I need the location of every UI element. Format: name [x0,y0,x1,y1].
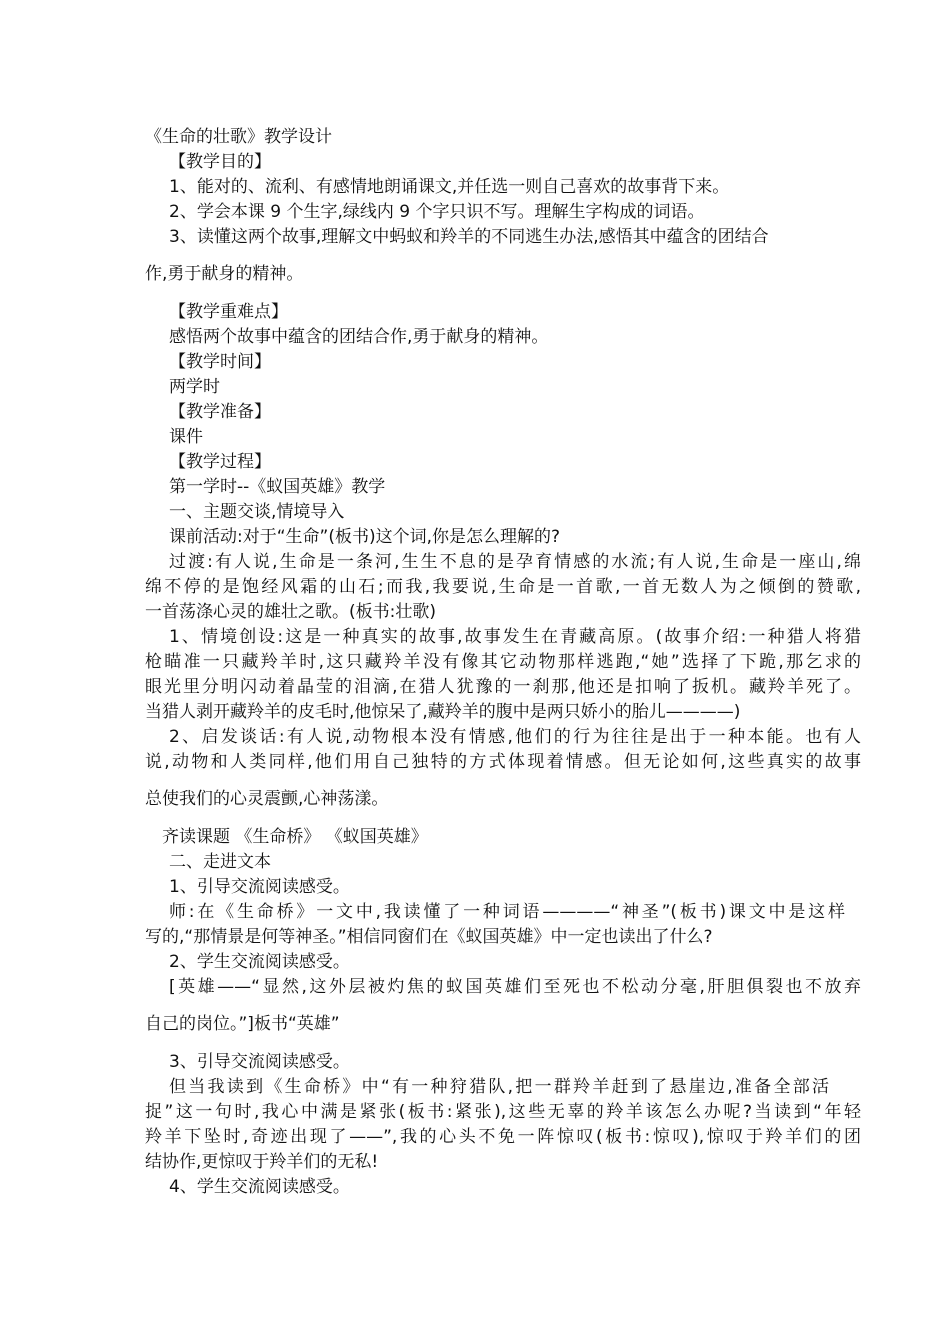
goal-item-2: 2、学会本课 9 个生字,绿线内 9 个字只识不写。理解生字构成的词语。 [169,202,705,222]
doc-title: 《生命的壮歌》教学设计 [145,127,332,147]
lesson-1-heading: 第一学时--《蚁国英雄》教学 [169,477,386,497]
read-title: 齐读课题 《生命桥》 《蚁国英雄》 [162,827,428,847]
goals-heading: 【教学目的】 [169,152,271,172]
key-text: 感悟两个故事中蕴含的团结合作,勇于献身的精神。 [169,327,549,347]
scenario-line-3: 眼光里分明闪动着晶莹的泪滴,在猎人犹豫的一刹那,他还是扣响了扳机。藏羚羊死了。 [145,677,861,697]
goal-item-1: 1、能对的、流利、有感情地朗诵课文,并任选一则自己喜欢的故事背下来。 [169,177,730,197]
guide-1: 1、引导交流阅读感受。 [169,877,350,897]
transition-line-1: 过渡:有人说,生命是一条河,生生不息的是孕育情感的水流;有人说,生命是一座山,绵 [169,552,861,572]
hero-line-2: 自己的岗位。”]板书“英雄” [145,1014,340,1034]
goal-item-3-line2: 作,勇于献身的精神。 [145,264,304,284]
guide-3: 3、引导交流阅读感受。 [169,1052,350,1072]
process-heading: 【教学过程】 [169,452,271,472]
time-text: 两学时 [169,377,220,397]
key-heading: 【教学重难点】 [169,302,288,322]
talk-line-1: 2、启发谈话:有人说,动物根本没有情感,他们的行为往往是出于一种本能。也有人 [169,727,861,747]
prep-text: 课件 [169,427,203,447]
section-2-heading: 二、走进文本 [169,852,271,872]
para3-line-2: 捉”这一句时,我心中满是紧张(板书:紧张),这些无辜的羚羊该怎么办呢?当读到“年轻 [145,1102,861,1122]
scenario-line-4: 当猎人剥开藏羚羊的皮毛时,他惊呆了,藏羚羊的腹中是两只娇小的胎儿————) [145,702,741,722]
goal-item-3-line1: 3、读懂这两个故事,理解文中蚂蚁和羚羊的不同逃生办法,感悟其中蕴含的团结合 [169,227,769,247]
talk-line-3: 总使我们的心灵震颤,心神荡漾。 [145,789,389,809]
transition-line-2: 绵不停的是饱经风霜的山石;而我,我要说,生命是一首歌,一首无数人为之倾倒的赞歌, [145,577,861,597]
transition-line-3: 一首荡涤心灵的雄壮之歌。(板书:壮歌) [145,602,436,622]
talk-line-2: 说,动物和人类同样,他们用自己独特的方式体现着情感。但无论如何,这些真实的故事 [145,752,861,772]
teacher-line-1: 师:在《生命桥》一文中,我读懂了一种词语————“神圣”(板书)课文中是这样 [169,902,845,922]
scenario-line-2: 枪瞄准一只藏羚羊时,这只藏羚羊没有像其它动物那样逃跑,“她”选择了下跪,那乞求的 [145,652,861,672]
section-1-heading: 一、主题交谈,情境导入 [169,502,345,522]
para3-line-3: 羚羊下坠时,奇迹出现了——”,我的心头不免一阵惊叹(板书:惊叹),惊叹于羚羊们的团 [145,1127,861,1147]
teacher-line-2: 写的,“那情景是何等神圣。”相信同窗们在《蚁国英雄》中一定也读出了什么? [145,927,713,947]
time-heading: 【教学时间】 [169,352,271,372]
para3-line-4: 结协作,更惊叹于羚羊们的无私! [145,1152,379,1172]
prep-heading: 【教学准备】 [169,402,271,422]
guide-4: 4、学生交流阅读感受。 [169,1177,350,1197]
hero-line-1: [英雄——“显然,这外层被灼焦的蚁国英雄们至死也不松动分毫,肝胆俱裂也不放弃 [169,977,861,997]
scenario-line-1: 1、情境创设:这是一种真实的故事,故事发生在青藏高原。(故事介绍:一种猎人将猎 [169,627,861,647]
guide-2: 2、学生交流阅读感受。 [169,952,350,972]
pre-activity: 课前活动:对于“生命”(板书)这个词,你是怎么理解的? [169,527,561,547]
para3-line-1: 但当我读到《生命桥》中“有一种狩猎队,把一群羚羊赶到了悬崖边,准备全部活 [169,1077,829,1097]
